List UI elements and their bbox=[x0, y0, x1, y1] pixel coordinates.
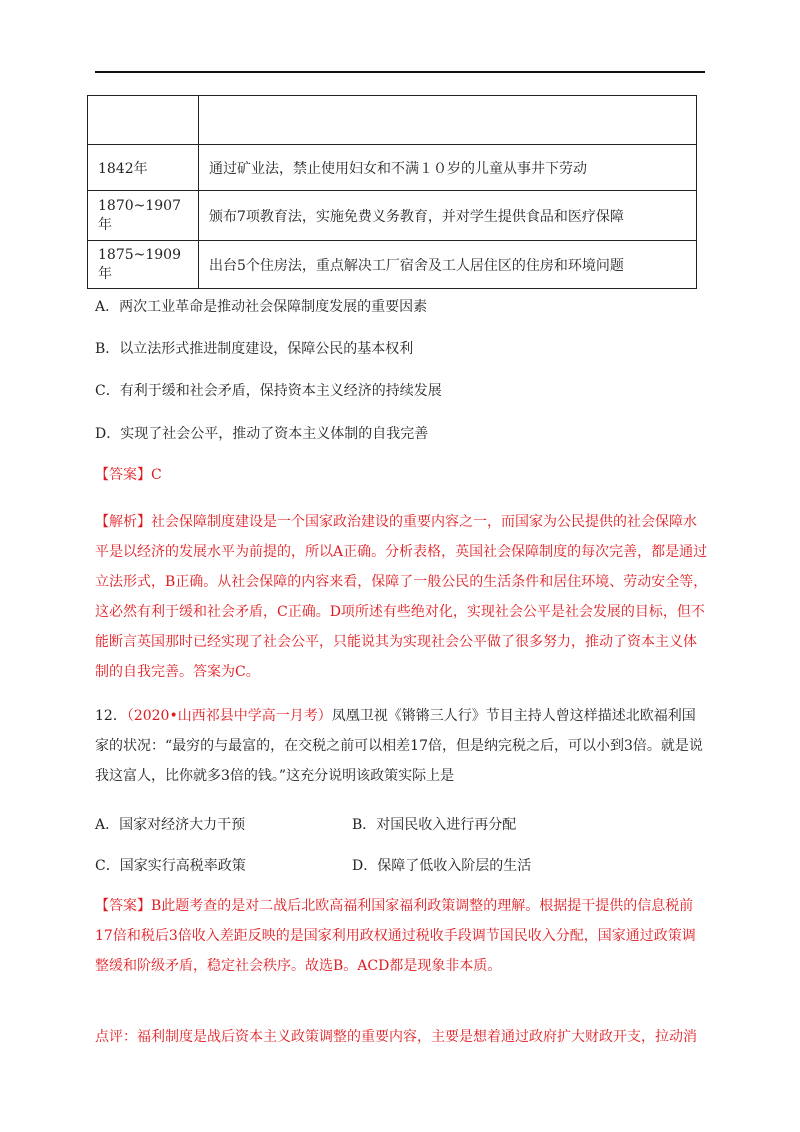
q11-analysis bbox=[95, 507, 709, 687]
q12-option-d: D．保障了低收入阶层的生活 bbox=[352, 858, 532, 874]
q11-option-d: D．实现了社会公平，推动了资本主义体制的自我完善 bbox=[95, 426, 429, 442]
table-row bbox=[88, 96, 697, 145]
table-row bbox=[88, 145, 697, 191]
history-table bbox=[87, 95, 697, 289]
year-cell: 1870~1907年 bbox=[88, 191, 199, 241]
q11-answer bbox=[95, 464, 162, 484]
year-cell: 1875~1909年 bbox=[88, 241, 199, 289]
q12-option-c: C．国家实行高税率政策 bbox=[95, 858, 246, 874]
content-cell bbox=[199, 96, 697, 145]
question-source: （2020•山西祁县中学高一月考） bbox=[126, 708, 332, 724]
question-text: 凤凰卫视《锵锵三人行》节目主持人曾这样描述北欧福利国家的状况：“最穷的与最富的，在交税之前可以相差17倍，但是纳完税之后，可以小到3倍。就是说我这富人，比你就多3倍的钱。”这充分说明该政策实际上是 bbox=[95, 708, 703, 784]
answer-label: 【答案】 bbox=[95, 467, 151, 483]
q11-option-c: C．有利于缓和社会矛盾，保持资本主义经济的持续发展 bbox=[95, 383, 442, 399]
q12-option-a: A．国家对经济大力干预 bbox=[95, 817, 246, 833]
table-row bbox=[88, 241, 697, 289]
year-cell: 1842年 bbox=[88, 145, 199, 191]
q12-comment: 点评：福利制度是战后资本主义政策调整的重要内容，主要是想着通过政府扩大财政开支，拉动消 bbox=[95, 1029, 697, 1045]
analysis-text: 社会保障制度建设是一个国家政治建设的重要内容之一，而国家为公民提供的社会保障水平是以经济的发展水平为前提的，所以A正确。分析表格，英国社会保障制度的每次完善，都是通过立法形式，B正确。从社会保障的内容来看，保障了一般公民的生活条件和居住环境、劳动安全等，这必然有利于缓和社会矛盾，C正确。D项所述有些绝对化，实现社会公平是社会发展的目标，但不能断言英国那时已经实现了社会公平，只能说其为实现社会公平做了很多努力，推动了资本主义体制的自我完善。答案为C。 bbox=[95, 514, 708, 680]
content-cell: 颁布7项教育法，实施免费义务教育，并对学生提供食品和医疗保障 bbox=[199, 191, 697, 241]
content-cell: 出台5个住房法，重点解决工厂宿舍及工人居住区的住房和环境问题 bbox=[199, 241, 697, 289]
q12-stem bbox=[95, 701, 709, 791]
answer-value: C bbox=[151, 467, 162, 483]
year-cell bbox=[88, 96, 199, 145]
header-rule bbox=[95, 71, 705, 73]
q12-option-b: B．对国民收入进行再分配 bbox=[352, 817, 517, 833]
q11-option-a: A．两次工业革命是推动社会保障制度发展的重要因素 bbox=[95, 299, 428, 315]
content-cell: 通过矿业法，禁止使用妇女和不满１０岁的儿童从事井下劳动 bbox=[199, 145, 697, 191]
q11-option-b: B．以立法形式推进制度建设，保障公民的基本权利 bbox=[95, 341, 414, 357]
table-row bbox=[88, 191, 697, 241]
question-number: 12． bbox=[95, 708, 127, 724]
q12-answer: 【答案】B此题考查的是对二战后北欧高福利国家福利政策调整的理解。根据提干提供的信息税前17倍和税后3倍收入差距反映的是国家利用政权通过税收手段调节国民收入分配，国家通过政策调整缓和阶级矛盾，稳定社会秩序。故选B。ACD都是现象非本质。 bbox=[95, 898, 696, 974]
analysis-label: 【解析】 bbox=[95, 514, 151, 530]
